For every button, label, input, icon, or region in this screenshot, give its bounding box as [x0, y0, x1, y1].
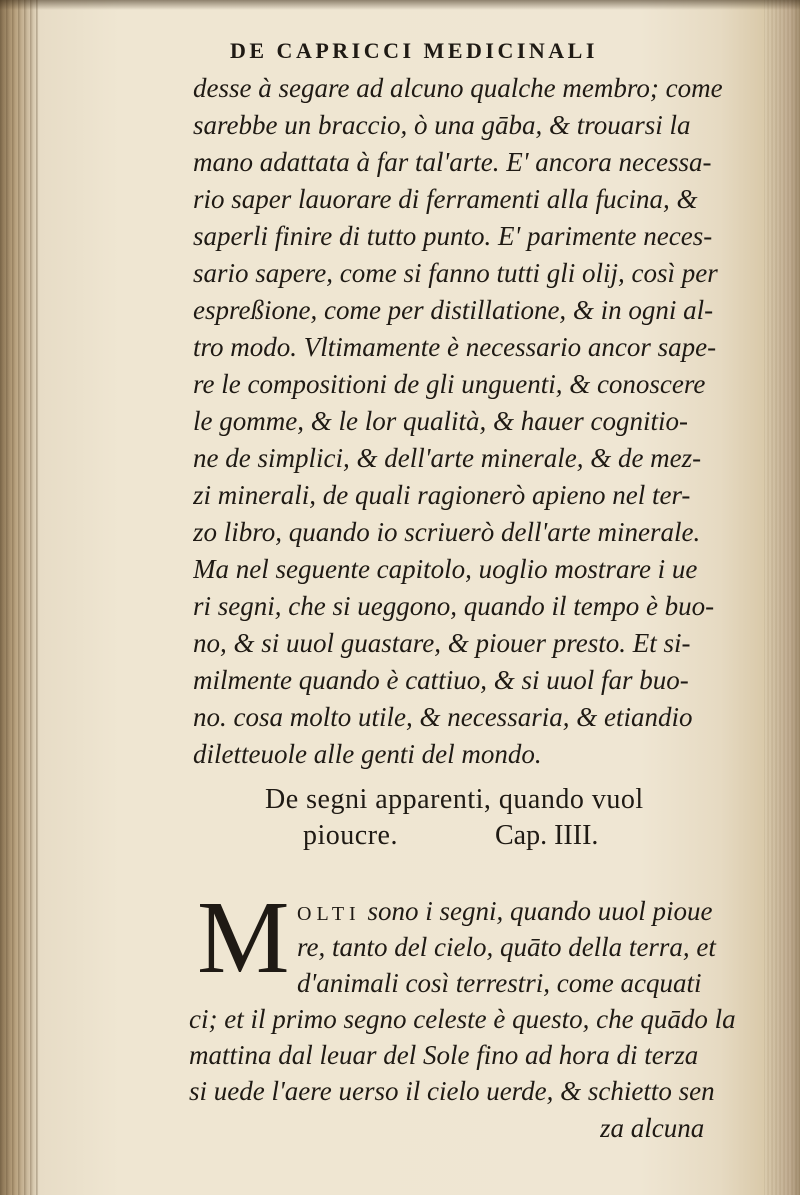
chapter-line-2: re, tanto del cielo, quāto della terra, et — [297, 932, 716, 962]
body-line: no, & si uuol guastare, & piouer presto. Et si- — [193, 628, 691, 658]
body-line: desse à segare ad alcuno qualche membro; come — [193, 73, 723, 103]
chapter-line: mattina dal leuar del Sole fino ad hora di terza — [189, 1040, 699, 1070]
body-line: ne de simplici, & dell'arte minerale, & de mez- — [193, 443, 702, 473]
chapter-line: si uede l'aere uerso il cielo uerde, & schietto sen — [189, 1076, 715, 1106]
first-line-text: sono i segni, quando uuol pioue — [367, 896, 713, 926]
page-fore-edge — [764, 0, 800, 1195]
body-line: no. cosa molto utile, & necessaria, & etiandio — [193, 702, 693, 732]
chapter-line-3: d'animali così terrestri, come acquati — [297, 968, 702, 998]
body-line: Ma nel seguente capitolo, uoglio mostrare i ue — [193, 554, 698, 584]
body-line: sario sapere, come si fanno tutti gli olij, così per — [193, 258, 718, 288]
body-line: le gomme, & le lor qualità, & hauer cognitio- — [193, 406, 688, 436]
body-line: milmente quando è cattiuo, & si uuol far buo- — [193, 665, 689, 695]
body-line: sarebbe un braccio, ò una gāba, & trouarsi la — [193, 110, 691, 140]
top-shadow — [0, 0, 800, 10]
book-binding-gutter — [0, 0, 38, 1195]
running-head: DE CAPRICCI MEDICINALI — [230, 38, 598, 63]
chapter-heading-line-1: De segni apparenti, quando vuol — [265, 784, 644, 815]
chapter-line: ci; et il primo segno celeste è questo, che quādo la — [189, 1004, 736, 1034]
decorated-initial: M — [197, 880, 290, 995]
body-line: rio saper lauorare di ferramenti alla fucina, & — [193, 184, 698, 214]
body-line: zo libro, quando io scriuerò dell'arte minerale. — [193, 517, 701, 547]
body-line: re le compositioni de gli unguenti, & conoscere — [193, 369, 706, 399]
chapter-number: Cap. IIII. — [495, 820, 599, 851]
body-line: espreßione, come per distillatione, & in ogni al- — [193, 295, 714, 325]
chapter-heading-line-2: pioucre. — [303, 820, 398, 851]
body-line: ri segni, che si ueggono, quando il tempo è buo- — [193, 591, 715, 621]
first-word-small-caps: OLTI — [297, 903, 361, 925]
body-line: zi minerali, de quali ragionerò apieno nel ter- — [193, 480, 691, 510]
body-line: saperli finire di tutto punto. E' parimente neces- — [193, 221, 713, 251]
body-line: tro modo. Vltimamente è necessario ancor sape- — [193, 332, 717, 362]
chapter-first-line — [297, 893, 712, 929]
catchword: za alcuna — [600, 1113, 705, 1143]
body-line: mano adattata à far tal'arte. E' ancora necessa- — [193, 147, 712, 177]
body-line: diletteuole alle genti del mondo. — [193, 739, 542, 769]
